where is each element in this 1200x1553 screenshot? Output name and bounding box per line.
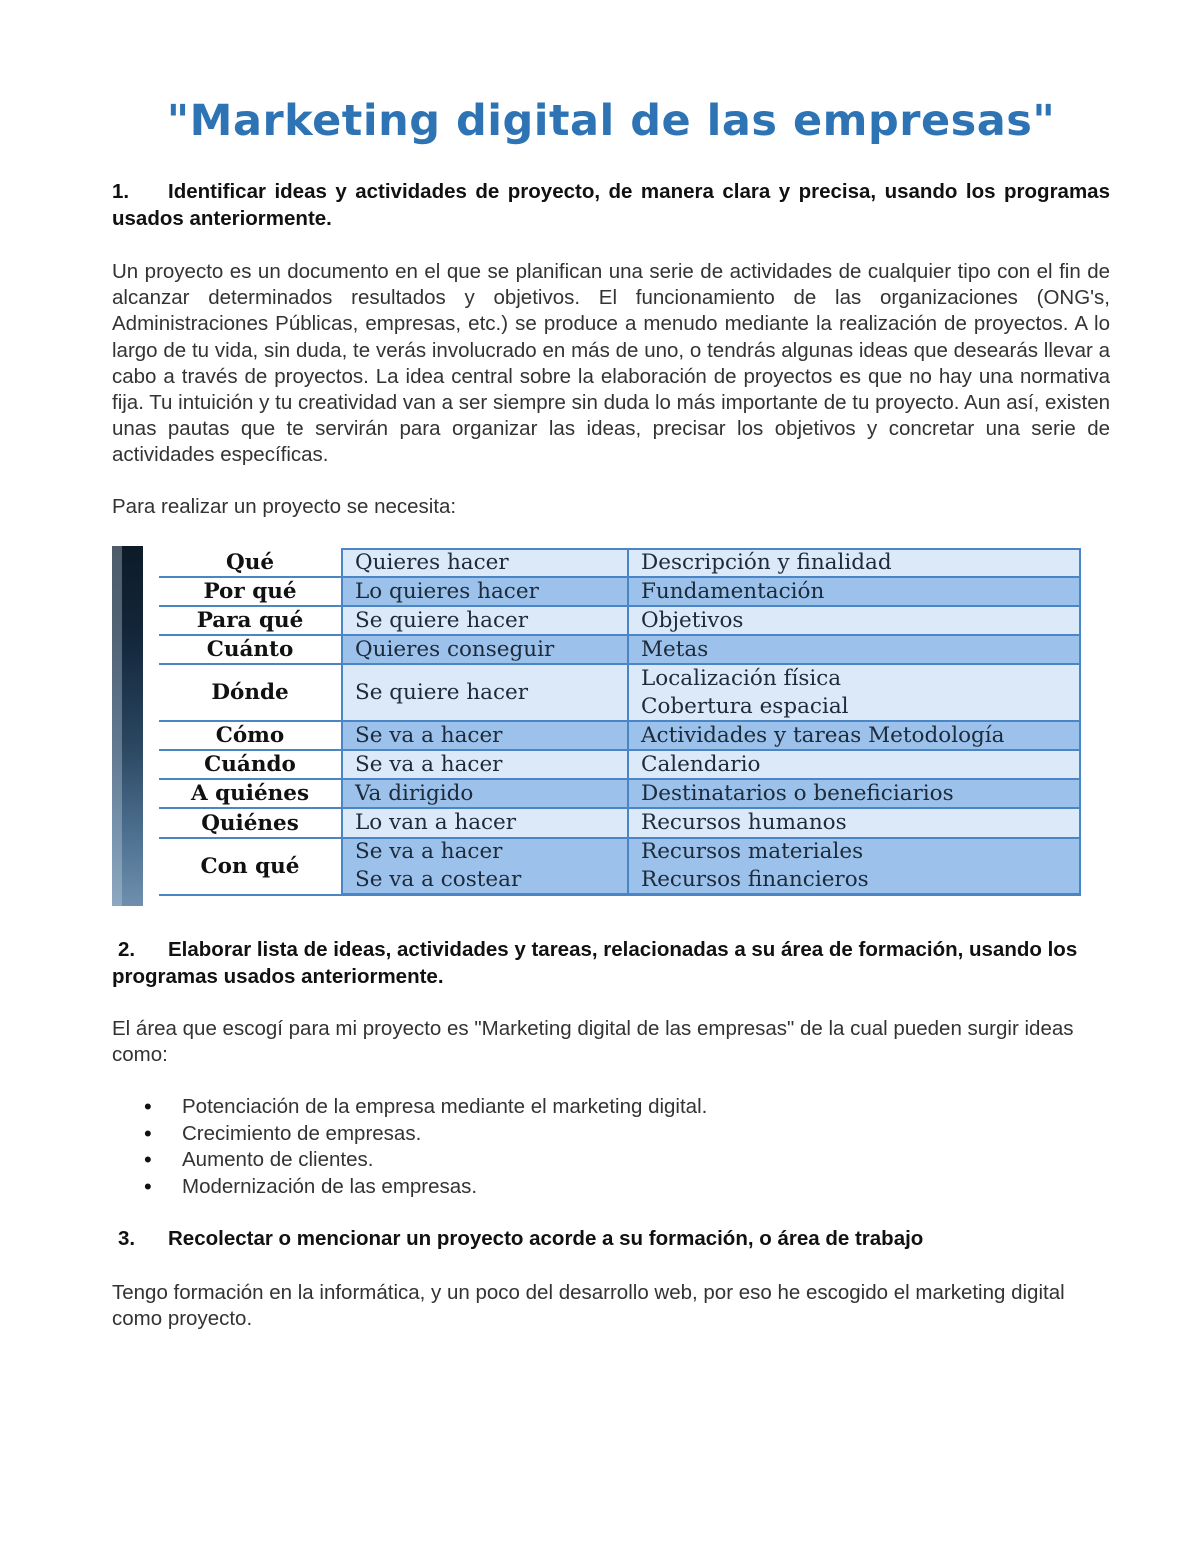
- row-concept-line: Metas: [641, 636, 709, 662]
- section-1-paragraph: Un proyecto es un documento en el que se planifican una serie de actividades de cualquier tipo con el fin de alcanzar determinados resultados y objetivos. El funcionamiento de las organizaciones (ONG's, Administraciones Públicas, empresas, etc.) se produce a menudo mediante la realización de proyectos. A lo largo de tu vida, sin duda, te verás involucrado en más de uno, o tendrás algunas ideas que desearás llevar a cabo a través de proyectos. La idea central sobre la elaboración de proyectos es que no hay una normativa fija. Tu intuición y tu creatividad van a ser siempre sin duda lo más importante de tu proyecto. Aun así, existen unas pautas que te servirán para organizar las ideas, precisar los objetivos y concretar una serie de actividades específicas.: [112, 260, 1110, 467]
- row-question: Con qué: [159, 839, 341, 896]
- table-row: [159, 548, 1081, 578]
- row-concept-line: Objetivos: [641, 607, 744, 633]
- section-2-heading-text: Elaborar lista de ideas, actividades y tareas, relacionadas a su área de formación, usando los programas usados anteriormente.: [112, 938, 1078, 988]
- row-action-line: Se quiere hacer: [355, 679, 529, 705]
- table-row: [159, 839, 1081, 896]
- section-2-paragraph: El área que escogí para mi proyecto es "Marketing digital de las empresas" de la cual pueden surgir ideas como:: [112, 1017, 1074, 1067]
- row-action-line: Va dirigido: [355, 780, 474, 806]
- row-action: [341, 839, 627, 896]
- row-concept: [627, 665, 1081, 722]
- row-action: [341, 780, 627, 809]
- ideas-list: [112, 1094, 1110, 1200]
- list-item: • Modernización de las empresas.: [112, 1174, 1110, 1201]
- row-action-line: Se va a costear: [355, 867, 522, 892]
- list-item: • Crecimiento de empresas.: [112, 1121, 1110, 1148]
- row-question: Cuándo: [159, 751, 341, 780]
- list-item: • Aumento de clientes.: [112, 1147, 1110, 1174]
- project-table: [159, 548, 1081, 896]
- row-concept-line: Actividades y tareas Metodología: [641, 722, 1005, 748]
- row-action-line: Quieres hacer: [355, 550, 509, 575]
- document-title: "Marketing digital de las empresas": [166, 96, 1056, 146]
- row-concept-line: Destinatarios o beneficiarios: [641, 780, 954, 806]
- row-action: [341, 607, 627, 636]
- row-action-line: Quieres conseguir: [355, 636, 555, 662]
- row-concept: [627, 751, 1081, 780]
- row-concept: [627, 607, 1081, 636]
- row-action: [341, 665, 627, 722]
- section-3-number: 3.: [118, 1227, 136, 1250]
- row-action: [341, 548, 627, 578]
- section-1-number: 1.: [112, 180, 130, 203]
- table-row: [159, 751, 1081, 780]
- row-question: Cuánto: [159, 636, 341, 665]
- table-row: [159, 665, 1081, 722]
- table-row: [159, 636, 1081, 665]
- row-concept: [627, 636, 1081, 665]
- row-question: Qué: [159, 548, 341, 578]
- table-row: [159, 722, 1081, 751]
- row-action: [341, 809, 627, 839]
- section-1-lead: Para realizar un proyecto se necesita:: [112, 495, 457, 518]
- table-row: [159, 607, 1081, 636]
- table-row: [159, 780, 1081, 809]
- row-action: [341, 578, 627, 607]
- row-concept: [627, 780, 1081, 809]
- row-question: Para qué: [159, 607, 341, 636]
- section-3-heading: [112, 1225, 1110, 1252]
- row-concept-line: Recursos humanos: [641, 810, 847, 835]
- project-table-image: [112, 546, 1082, 908]
- section-1-heading-text: Identificar ideas y actividades de proyecto, de manera clara y precisa, usando los programas usados anteriormente.: [112, 180, 1110, 230]
- row-question: Quiénes: [159, 809, 341, 839]
- row-concept-line: Descripción y finalidad: [641, 550, 892, 575]
- row-question: Dónde: [159, 665, 341, 722]
- row-concept: [627, 839, 1081, 896]
- row-concept-line: Cobertura espacial: [641, 693, 849, 719]
- section-2-number: 2.: [118, 938, 136, 961]
- row-concept: [627, 722, 1081, 751]
- row-concept-line: Recursos financieros: [641, 867, 869, 892]
- row-concept-line: Calendario: [641, 751, 761, 777]
- table-row: [159, 809, 1081, 839]
- section-3-paragraph: Tengo formación en la informática, y un poco del desarrollo web, por eso he escogido el marketing digital como proyecto.: [112, 1281, 1065, 1331]
- row-concept-line: Fundamentación: [641, 578, 825, 604]
- list-item: • Potenciación de la empresa mediante el marketing digital.: [112, 1094, 1110, 1121]
- table-row: [159, 578, 1081, 607]
- section-3-heading-text: Recolectar o mencionar un proyecto acorde a su formación, o área de trabajo: [168, 1227, 924, 1250]
- row-concept: [627, 809, 1081, 839]
- section-2-heading: [112, 936, 1110, 990]
- row-action-line: Lo van a hacer: [355, 810, 517, 835]
- row-question: Cómo: [159, 722, 341, 751]
- row-concept: [627, 578, 1081, 607]
- row-question: Por qué: [159, 578, 341, 607]
- row-action-line: Se va a hacer: [355, 839, 503, 864]
- image-edge-strip: [112, 546, 143, 906]
- section-1-heading: [112, 178, 1110, 232]
- row-action-line: Se va a hacer: [355, 751, 503, 777]
- row-action-line: Lo quieres hacer: [355, 578, 539, 604]
- row-action: [341, 636, 627, 665]
- row-concept-line: Localización física: [641, 665, 842, 691]
- row-question: A quiénes: [159, 780, 341, 809]
- row-action-line: Se quiere hacer: [355, 607, 529, 633]
- row-action: [341, 751, 627, 780]
- row-action-line: Se va a hacer: [355, 722, 503, 748]
- row-concept-line: Recursos materiales: [641, 839, 864, 864]
- row-concept: [627, 548, 1081, 578]
- row-action: [341, 722, 627, 751]
